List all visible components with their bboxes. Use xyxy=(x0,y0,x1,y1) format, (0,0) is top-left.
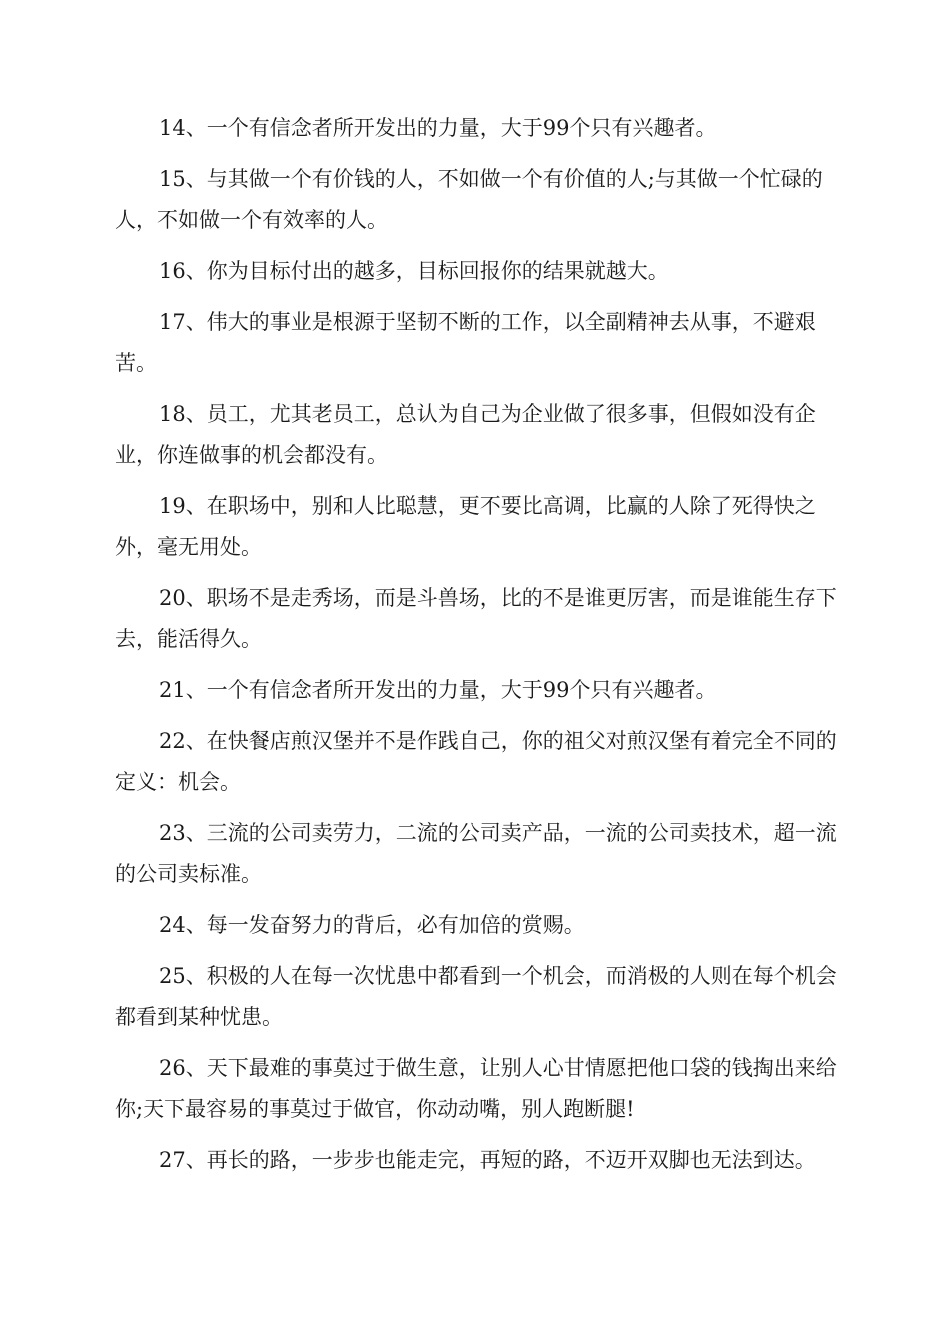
quote-paragraph-24: 24、每一发奋努力的背后，必有加倍的赏赐。 xyxy=(159,913,585,937)
quote-paragraph-23: 23、三流的公司卖劳力，二流的公司卖产品，一流的公司卖技术，超一流的公司卖标准。 xyxy=(115,821,837,886)
quote-paragraph-21: 21、一个有信念者所开发出的力量，大于99个只有兴趣者。 xyxy=(159,678,717,702)
quote-paragraph-27: 27、再长的路，一步步也能走完，再短的路，不迈开双脚也无法到达。 xyxy=(159,1148,816,1172)
quote-paragraph-25: 25、积极的人在每一次忧患中都看到一个机会，而消极的人则在每个机会都看到某种忧患。 xyxy=(115,964,837,1029)
quote-paragraph-15: 15、与其做一个有价钱的人，不如做一个有价值的人;与其做一个忙碌的人，不如做一个有效率的人。 xyxy=(115,167,823,232)
quote-paragraph-14: 14、一个有信念者所开发出的力量，大于99个只有兴趣者。 xyxy=(159,116,717,140)
quote-paragraph-18: 18、员工，尤其老员工，总认为自己为企业做了很多事，但假如没有企业，你连做事的机会都没有。 xyxy=(115,402,816,467)
quote-paragraph-19: 19、在职场中，别和人比聪慧，更不要比高调，比赢的人除了死得快之外，毫无用处。 xyxy=(115,494,816,559)
quote-paragraph-22: 22、在快餐店煎汉堡并不是作践自己，你的祖父对煎汉堡有着完全不同的定义：机会。 xyxy=(115,729,837,794)
quote-paragraph-17: 17、伟大的事业是根源于坚韧不断的工作，以全副精神去从事，不避艰苦。 xyxy=(115,310,816,375)
quote-paragraph-26: 26、天下最难的事莫过于做生意，让别人心甘情愿把他口袋的钱掏出来给你;天下最容易的事莫过于做官，你动动嘴，别人跑断腿! xyxy=(115,1056,837,1121)
quote-paragraph-20: 20、职场不是走秀场，而是斗兽场，比的不是谁更厉害，而是谁能生存下去，能活得久。 xyxy=(115,586,837,651)
quote-paragraph-16: 16、你为目标付出的越多，目标回报你的结果就越大。 xyxy=(159,259,669,283)
